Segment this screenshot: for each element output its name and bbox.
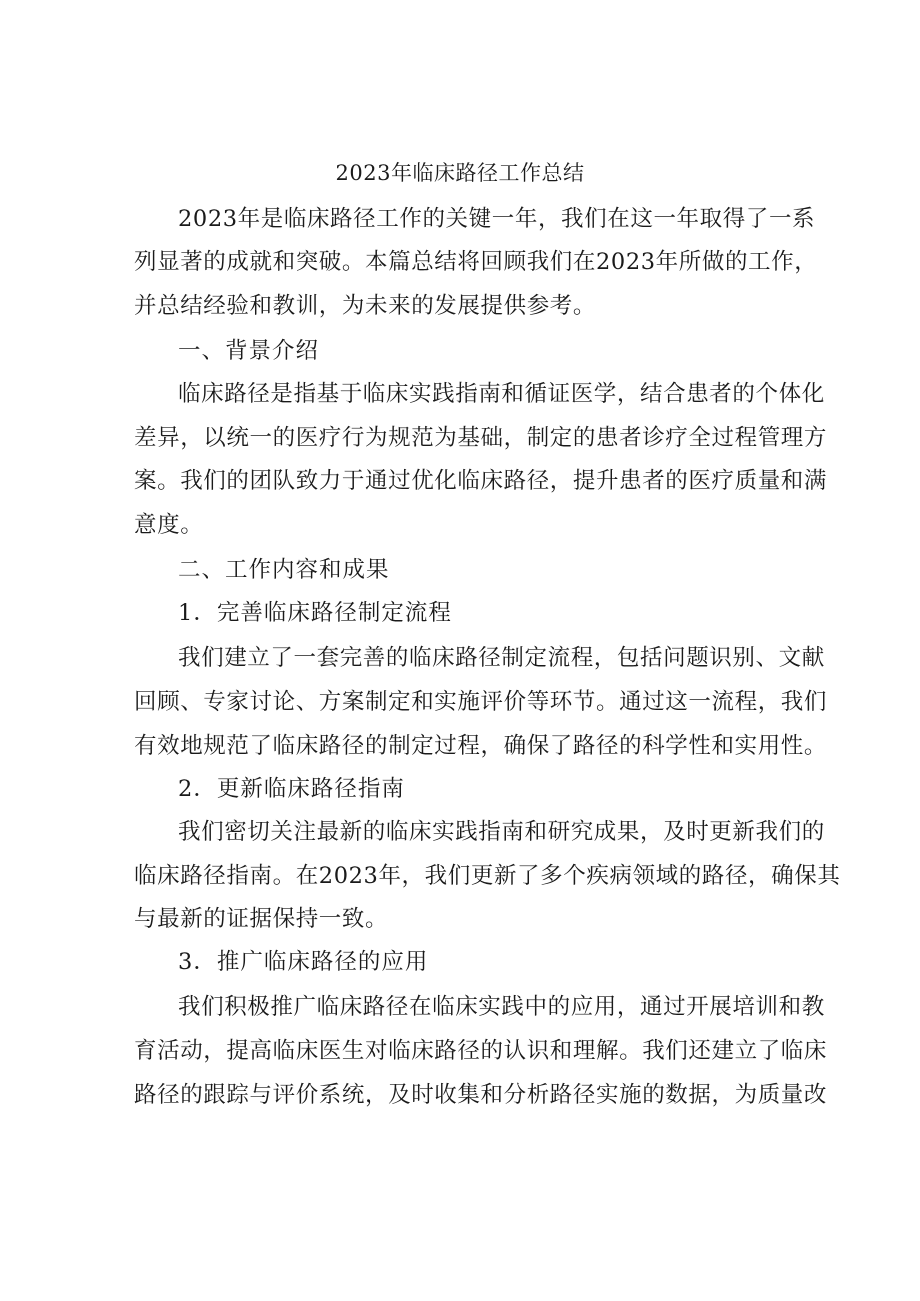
section-1-line-3: 案。我们的团队致力于通过优化临床路径，提升患者的医疗质量和满 bbox=[134, 468, 828, 494]
document-title: 2023年临床路径工作总结 bbox=[335, 161, 585, 185]
intro-line-1: 2023年是临床路径工作的关键一年，我们在这一年取得了一系 bbox=[178, 206, 816, 232]
item-1-line-1: 我们建立了一套完善的临床路径制定流程，包括问题识别、文献 bbox=[178, 645, 825, 671]
item-3-line-2: 育活动，提高临床医生对临床路径的认识和理解。我们还建立了临床 bbox=[134, 1038, 828, 1064]
section-1-line-4: 意度。 bbox=[134, 512, 204, 538]
item-1-heading: 1．完善临床路径制定流程 bbox=[178, 600, 452, 626]
section-1-line-2: 差异，以统一的医疗行为规范为基础，制定的患者诊疗全过程管理方 bbox=[134, 425, 828, 451]
item-3-heading: 3．推广临床路径的应用 bbox=[178, 949, 429, 975]
item-3-line-1: 我们积极推广临床路径在临床实践中的应用，通过开展培训和教 bbox=[178, 994, 825, 1020]
section-1-heading: 一、背景介绍 bbox=[178, 338, 320, 364]
item-3-line-3: 路径的跟踪与评价系统，及时收集和分析路径实施的数据，为质量改 bbox=[134, 1082, 828, 1108]
item-2-line-1: 我们密切关注最新的临床实践指南和研究成果，及时更新我们的 bbox=[178, 819, 825, 845]
intro-line-3: 并总结经验和教训，为未来的发展提供参考。 bbox=[134, 293, 597, 319]
intro-line-2: 列显著的成就和突破。本篇总结将回顾我们在2023年所做的工作， bbox=[134, 249, 818, 275]
item-2-line-2: 临床路径指南。在2023年，我们更新了多个疾病领域的路径，确保其 bbox=[134, 863, 841, 889]
item-1-line-2: 回顾、专家讨论、方案制定和实施评价等环节。通过这一流程，我们 bbox=[134, 689, 828, 715]
section-1-line-1: 临床路径是指基于临床实践指南和循证医学，结合患者的个体化 bbox=[178, 381, 825, 407]
item-1-line-3: 有效地规范了临床路径的制定过程，确保了路径的科学性和实用性。 bbox=[134, 733, 828, 759]
item-2-line-3: 与最新的证据保持一致。 bbox=[134, 906, 389, 932]
item-2-heading: 2．更新临床路径指南 bbox=[178, 776, 405, 802]
section-2-heading: 二、工作内容和成果 bbox=[178, 557, 390, 583]
